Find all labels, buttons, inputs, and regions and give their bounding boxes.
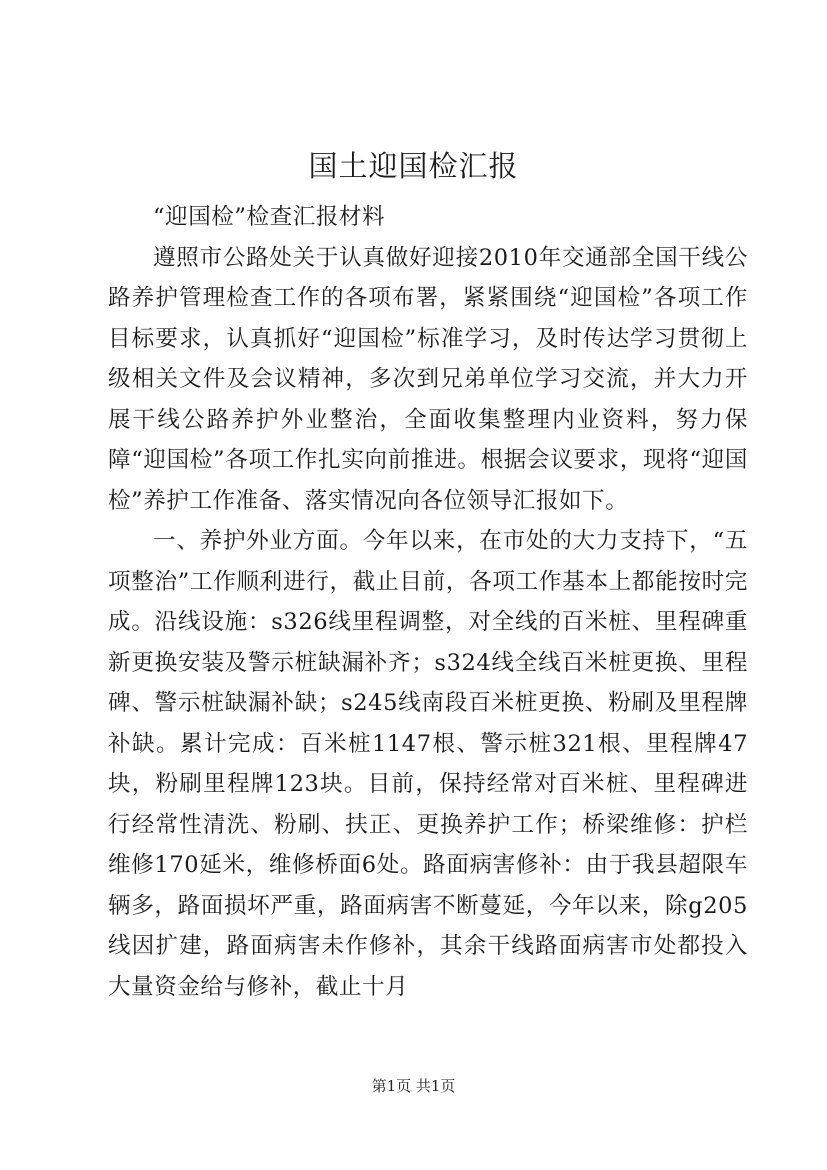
paragraph-section-one: 一、养护外业方面。今年以来，在市处的大力支持下，“五项整治”工作顺利进行，截止目前，各项工作基本上都能按时完成。沿线设施：s326线里程调整，对全线的百米桩、里程碑重新更换安装及警示桩缺漏补齐；s324线全线百米桩更换、里程碑、警示桩缺漏补缺；s245线南段百米桩更换、粉刷及里程牌补缺。累计完成：百米桩1147根、警示桩321根、里程牌47块，粉刷里程牌123块。目前，保持经常对百米桩、里程碑进行经常性清洗、粉刷、扶正、更换养护工作；桥梁维修：护栏维修170延米，维修桥面6处。路面病害修补：由于我县超限车辆多，路面损坏严重，路面病害不断蔓延，今年以来，除g205线因扩建，路面病害未作修补，其余干线路面病害市处都投入大量资金给与修补，截止十月 — [108, 528, 748, 1000]
paragraph-intro: 遵照市公路处关于认真做好迎接2010年交通部全国干线公路养护管理检查工作的各项布署，紧紧围绕“迎国检”各项工作目标要求，认真抓好“迎国检”标准学习，及时传达学习贯彻上级相关文件及会议精神，多次到兄弟单位学习交流，并大力开展干线公路养护外业整治，全面收集整理内业资料，努力保障“迎国检”各项工作扎实向前推进。根据会议要求，现将“迎国检”养护工作准备、落实情况向各位领导汇报如下。 — [108, 244, 748, 514]
document-subtitle: “迎国检”检查汇报材料 — [153, 204, 386, 230]
document-title: 国土迎国检汇报 — [308, 149, 519, 183]
page-footer: 第1页 共1页 — [371, 1077, 456, 1095]
document-body — [108, 197, 748, 1007]
